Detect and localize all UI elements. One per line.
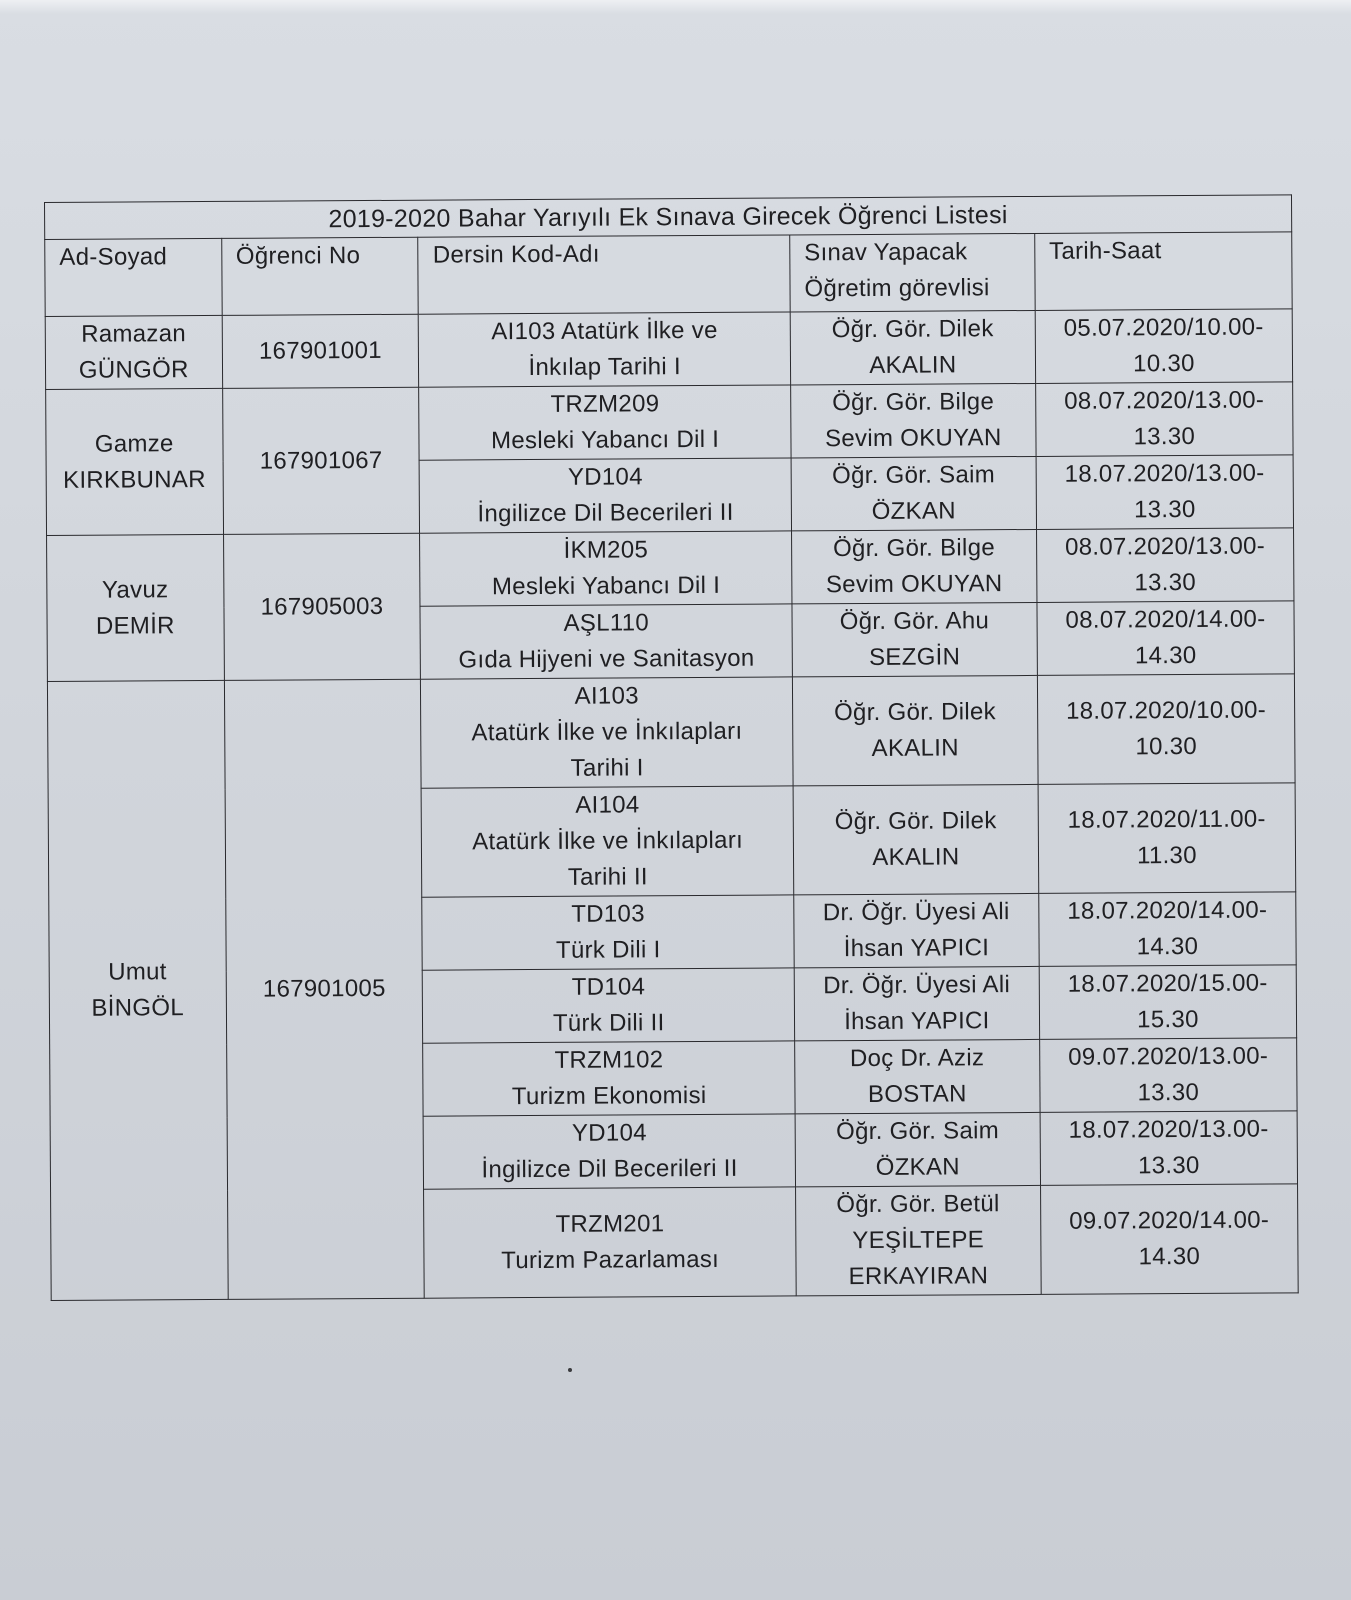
instructor-line-2: ÖZKAN [875, 1153, 960, 1181]
course-cell [422, 895, 794, 970]
datetime-line-1: 05.07.2020/10.00- [1063, 313, 1264, 342]
instructor-cell [791, 529, 1036, 603]
datetime-cell [1035, 382, 1293, 457]
instructor-line-1: Öğr. Gör. Bilge [832, 388, 995, 417]
table-row [47, 674, 1295, 791]
instructor-line-1: Öğr. Gör. Dilek [834, 807, 997, 836]
student-first-name: Gamze [94, 429, 174, 458]
instructor-line-1: Öğr. Gör. Saim [836, 1117, 1000, 1146]
course-line-2: Türk Dili I [555, 936, 661, 964]
datetime-cell [1039, 1038, 1297, 1113]
instructor-line-3: ERKAYIRAN [848, 1262, 989, 1291]
student-first-name: Yavuz [101, 575, 169, 604]
course-line-1: TRZM209 [550, 390, 660, 418]
datetime-line-2: 10.30 [1135, 732, 1198, 761]
student-last-name: BİNGÖL [91, 994, 185, 1022]
course-cell [419, 312, 791, 387]
student-number: 167901005 [224, 679, 425, 1299]
instructor-line-2: BOSTAN [867, 1080, 967, 1108]
course-cell [424, 1114, 796, 1189]
course-line-1: AI103 Atatürk İlke ve [491, 316, 718, 346]
instructor-cell [791, 383, 1036, 457]
datetime-line-2: 11.30 [1136, 841, 1197, 870]
header-instructor-line-1: Sınav Yapacak [804, 238, 968, 267]
instructor-cell [792, 602, 1037, 676]
datetime-cell [1035, 309, 1293, 384]
datetime-cell [1037, 674, 1295, 785]
course-line-2: Turizm Pazarlaması [501, 1245, 720, 1275]
course-cell [422, 786, 794, 897]
course-line-2: İngilizce Dil Becerileri II [477, 498, 734, 528]
student-last-name: GÜNGÖR [78, 356, 189, 384]
instructor-cell [790, 310, 1035, 384]
datetime-line-2: 14.30 [1138, 1242, 1201, 1271]
datetime-line-2: 15.30 [1137, 1005, 1199, 1034]
datetime-line-1: 08.07.2020/14.00- [1065, 605, 1266, 634]
course-cell [420, 531, 792, 606]
course-line-2: Atatürk İlke ve İnkılapları [471, 717, 743, 747]
instructor-line-1: Öğr. Gör. Saim [831, 461, 996, 490]
course-line-2: Turizm Ekonomisi [511, 1081, 707, 1111]
datetime-line-2: 13.30 [1134, 568, 1197, 597]
datetime-line-2: 13.30 [1133, 495, 1196, 524]
instructor-line-1: Dr. Öğr. Üyesi Ali [822, 898, 1010, 927]
instructor-line-2: AKALIN [869, 351, 957, 379]
exam-list-sheet [44, 194, 1299, 1301]
datetime-line-1: 08.07.2020/13.00- [1064, 386, 1265, 415]
instructor-line-2: İhsan YAPICI [844, 1007, 990, 1036]
instructor-line-1: Öğr. Gör. Dilek [831, 315, 994, 344]
datetime-line-1: 18.07.2020/15.00- [1067, 969, 1268, 998]
instructor-line-2: İhsan YAPICI [843, 934, 990, 963]
header-row [45, 232, 1292, 317]
datetime-line-2: 13.30 [1133, 422, 1196, 451]
student-number: 167905003 [223, 533, 421, 680]
course-line-1: TD103 [571, 900, 645, 928]
header-instructor-line-2: Öğretim görevlisi [804, 274, 990, 303]
instructor-cell [795, 1185, 1041, 1295]
datetime-line-1: 09.07.2020/13.00- [1068, 1042, 1269, 1071]
datetime-cell [1040, 1184, 1298, 1295]
datetime-cell [1036, 528, 1294, 603]
student-name [45, 315, 222, 389]
datetime-line-1: 18.07.2020/10.00- [1065, 696, 1267, 725]
table-row [45, 309, 1292, 390]
instructor-line-1: Öğr. Gör. Betül [836, 1190, 1000, 1219]
datetime-cell [1036, 455, 1294, 530]
header-student-no: Öğrenci No [221, 237, 418, 315]
student-last-name: KIRKBUNAR [63, 465, 206, 494]
student-name [47, 534, 224, 681]
instructor-line-1: Öğr. Gör. Bilge [832, 534, 996, 563]
datetime-cell [1039, 965, 1297, 1040]
course-line-1: TRZM201 [555, 1210, 665, 1238]
datetime-cell [1037, 601, 1295, 676]
course-line-3: Tarihi I [570, 754, 644, 782]
header-course: Dersin Kod-Adı [418, 235, 790, 314]
course-cell [420, 604, 792, 679]
instructor-line-2: YEŞİLTEPE [852, 1226, 985, 1255]
instructor-line-2: ÖZKAN [871, 497, 956, 525]
course-cell [423, 1041, 795, 1116]
header-datetime: Tarih-Saat [1035, 232, 1293, 311]
instructor-cell [794, 966, 1039, 1040]
student-name [47, 680, 227, 1300]
student-last-name: DEMİR [95, 611, 175, 640]
paper-edge [0, 0, 1351, 14]
course-cell [421, 677, 793, 788]
datetime-cell [1039, 892, 1297, 967]
instructor-line-1: Öğr. Gör. Ahu [839, 607, 990, 636]
datetime-line-1: 18.07.2020/13.00- [1064, 459, 1265, 488]
datetime-line-2: 13.30 [1137, 1078, 1200, 1107]
instructor-cell [792, 675, 1038, 785]
datetime-line-1: 18.07.2020/11.00- [1067, 805, 1266, 834]
student-number: 167901001 [222, 314, 419, 388]
datetime-line-1: 08.07.2020/13.00- [1064, 532, 1266, 561]
instructor-cell [795, 1039, 1040, 1113]
course-line-1: YD104 [567, 463, 643, 491]
course-line-2: İngilizce Dil Becerileri II [481, 1154, 738, 1184]
header-name: Ad-Soyad [45, 238, 222, 316]
datetime-line-2: 13.30 [1137, 1151, 1200, 1180]
student-name [46, 388, 223, 535]
course-cell [423, 968, 795, 1043]
course-line-1: YD104 [571, 1119, 647, 1147]
header-instructor [790, 233, 1035, 311]
course-line-1: AI103 [574, 682, 639, 710]
course-line-1: TD104 [571, 973, 646, 1001]
course-line-1: AI104 [575, 791, 640, 819]
instructor-cell [791, 456, 1036, 530]
student-number: 167901067 [222, 387, 420, 534]
course-line-2: Gıda Hijyeni ve Sanitasyon [458, 644, 755, 674]
datetime-line-2: 14.30 [1136, 932, 1199, 961]
student-first-name: Ramazan [81, 320, 187, 348]
course-line-3: Tarihi II [567, 863, 648, 891]
instructor-line-2: SEZGİN [868, 643, 961, 671]
course-cell [424, 1187, 796, 1298]
instructor-line-2: Sevim OKUYAN [825, 570, 1003, 599]
course-line-2: Mesleki Yabancı Dil I [491, 571, 721, 601]
datetime-line-1: 09.07.2020/14.00- [1069, 1206, 1270, 1235]
course-cell [420, 458, 792, 533]
course-line-1: AŞL110 [563, 609, 650, 637]
paper-speck [568, 1368, 572, 1372]
course-line-2: Mesleki Yabancı Dil I [490, 425, 720, 455]
datetime-line-2: 10.30 [1133, 349, 1195, 378]
course-cell [419, 385, 791, 460]
course-line-2: İnkılap Tarihi I [528, 353, 682, 382]
instructor-cell [793, 784, 1039, 894]
instructor-line-1: Öğr. Gör. Dilek [833, 698, 997, 727]
instructor-line-2: AKALIN [872, 843, 960, 871]
datetime-cell [1040, 1111, 1298, 1186]
datetime-line-1: 18.07.2020/13.00- [1068, 1115, 1269, 1144]
table-row [47, 528, 1294, 609]
datetime-line-1: 18.07.2020/14.00- [1067, 896, 1268, 925]
instructor-line-2: AKALIN [871, 734, 959, 762]
instructor-cell [795, 1112, 1040, 1186]
instructor-line-1: Doç Dr. Aziz [849, 1044, 985, 1073]
course-line-2: Atatürk İlke ve İnkılapları [472, 826, 744, 856]
course-line-1: TRZM102 [554, 1046, 664, 1074]
student-first-name: Umut [108, 958, 167, 986]
instructor-cell [794, 893, 1039, 967]
table-row [46, 382, 1293, 463]
table-title: 2019-2020 Bahar Yarıyılı Ek Sınava Girecek Öğrenci Listesi [45, 195, 1292, 240]
datetime-cell [1038, 783, 1296, 894]
instructor-line-1: Dr. Öğr. Üyesi Ali [823, 971, 1011, 1000]
course-line-2: Türk Dili II [552, 1009, 665, 1037]
instructor-line-2: Sevim OKUYAN [824, 424, 1002, 453]
datetime-line-2: 14.30 [1134, 641, 1197, 670]
course-line-1: İKM205 [563, 536, 649, 564]
exam-student-table [44, 194, 1299, 1301]
